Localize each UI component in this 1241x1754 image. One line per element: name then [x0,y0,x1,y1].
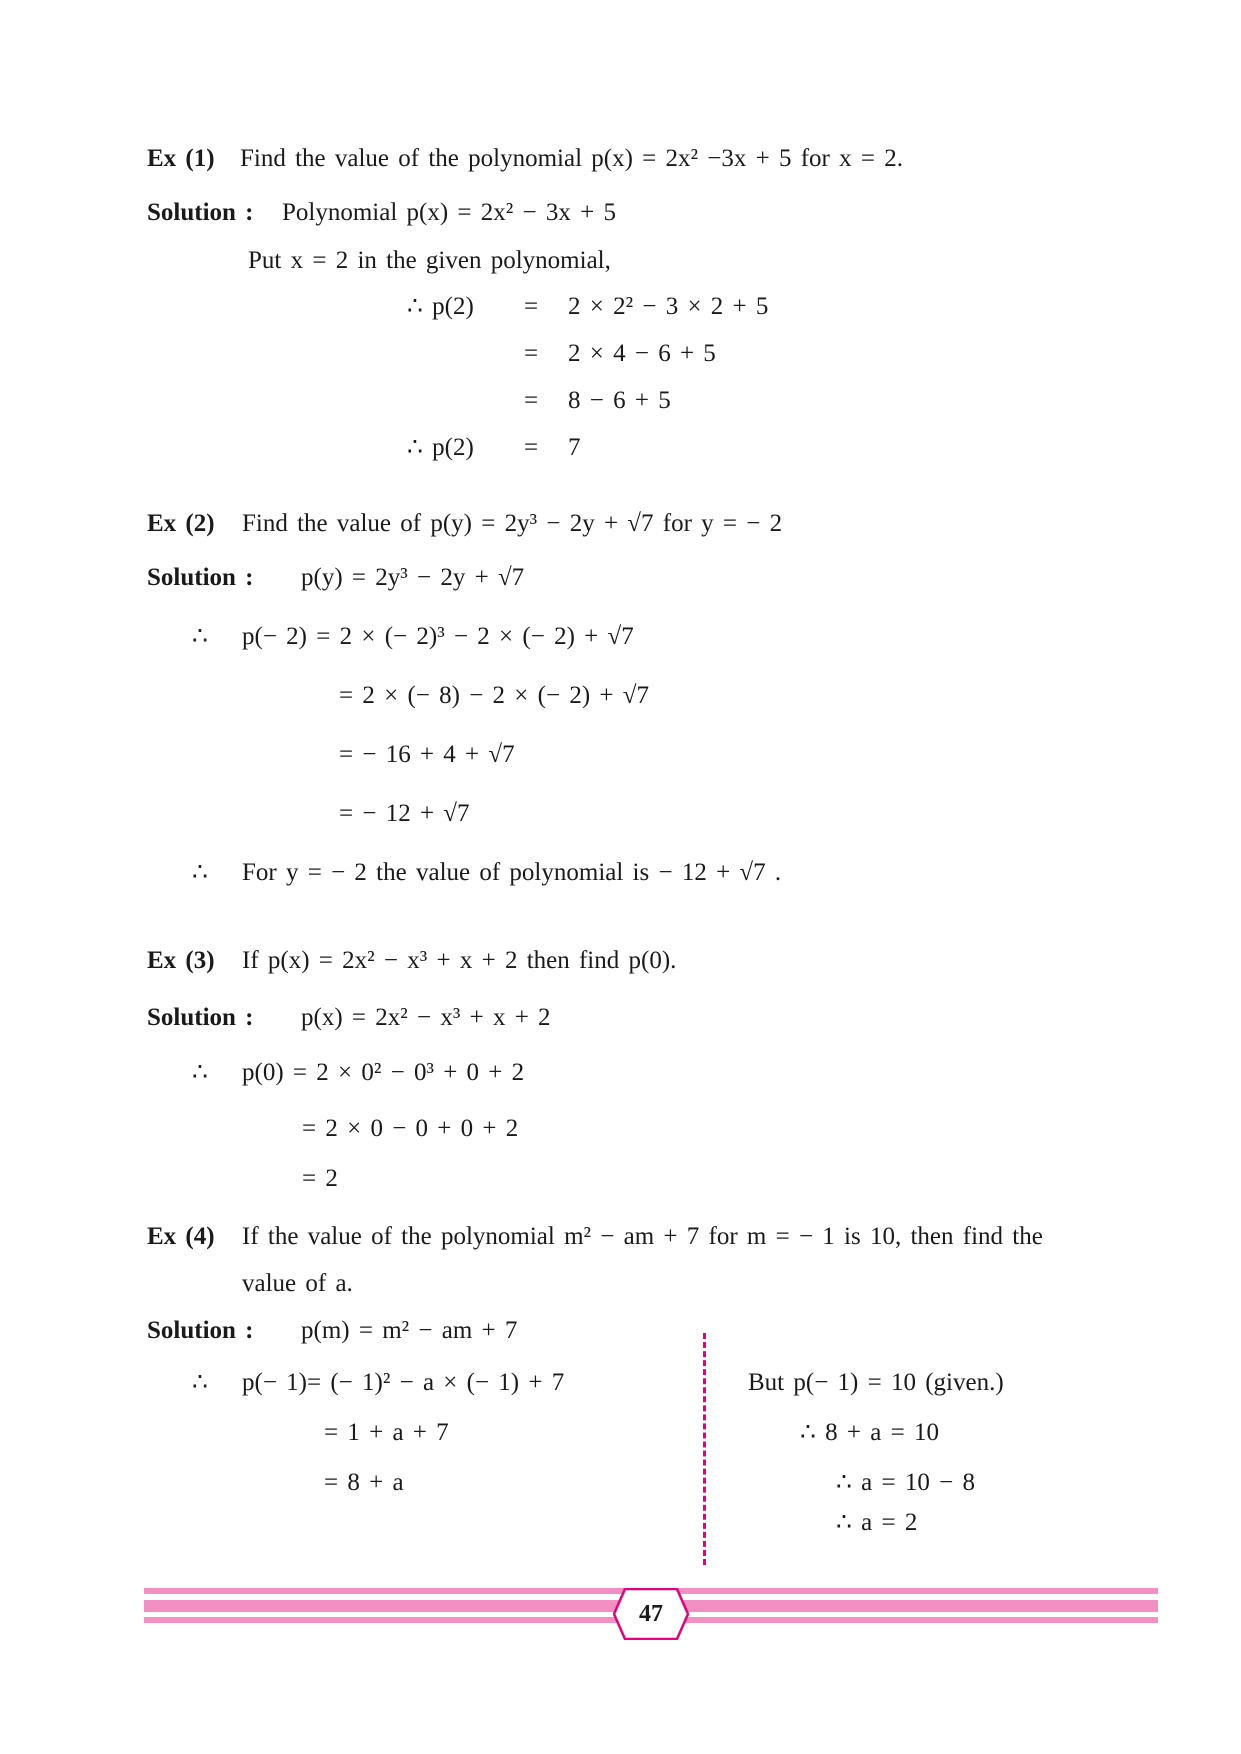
ex2-conclusion: For y = − 2 the value of polynomial is − 12 + √7 . [242,859,782,886]
ex4-solution-label: Solution : [147,1317,254,1344]
ex1-solution-label: Solution : [147,199,254,226]
ex1-step1-lhs: ∴ p(2) [407,293,474,320]
ex1-step2-rhs: 2 × 4 − 6 + 5 [568,340,716,367]
ex2-solution-first: p(y) = 2y³ − 2y + √7 [301,564,525,591]
ex4-right-step3: ∴ a = 10 − 8 [836,1469,975,1496]
ex4-right-step2: ∴ 8 + a = 10 [800,1419,939,1446]
ex3-solution-label: Solution : [147,1004,254,1031]
ex2-step4: = − 12 + √7 [339,800,470,827]
ex4-left-step3: = 8 + a [324,1469,404,1496]
ex2-question: Find the value of p(y) = 2y³ − 2y + √7 for y = − 2 [242,510,783,537]
ex1-title: Ex (1) [147,145,215,172]
ex1-step3-rhs: 8 − 6 + 5 [568,387,671,414]
ex2-solution-label: Solution : [147,564,254,591]
ex1-step4-rhs: 7 [568,434,581,461]
ex3-solution-first: p(x) = 2x² − x³ + x + 2 [301,1004,551,1031]
ex2-step3: = − 16 + 4 + √7 [339,741,515,768]
ex2-step2: = 2 × (− 8) − 2 × (− 2) + √7 [339,682,649,709]
ex2-conclusion-therefore: ∴ [192,859,208,886]
ex2-title: Ex (2) [147,510,215,537]
ex3-step1: p(0) = 2 × 0² − 0³ + 0 + 2 [242,1059,525,1086]
ex1-question: Find the value of the polynomial p(x) = 2x² −3x + 5 for x = 2. [240,145,903,172]
ex1-step1-rhs: 2 × 2² − 3 × 2 + 5 [568,293,769,320]
ex3-step3: = 2 [302,1165,338,1192]
ex1-put-line: Put x = 2 in the given polynomial, [248,247,611,274]
ex1-step4-eq: = [524,434,539,461]
ex1-step4-lhs: ∴ p(2) [407,434,474,461]
ex4-left-step1: p(− 1)= (− 1)² − a × (− 1) + 7 [242,1369,565,1396]
ex4-right-step4: ∴ a = 2 [836,1509,918,1536]
ex4-left-step2: = 1 + a + 7 [324,1419,449,1446]
ex4-solution-first: p(m) = m² − am + 7 [301,1317,518,1344]
ex4-therefore: ∴ [192,1369,208,1396]
ex2-therefore: ∴ [192,623,208,650]
ex2-step1: p(− 2) = 2 × (− 2)³ − 2 × (− 2) + √7 [242,623,634,650]
ex3-question: If p(x) = 2x² − x³ + x + 2 then find p(0). [242,947,677,974]
ex1-step1-eq: = [524,293,539,320]
ex1-step2-eq: = [524,340,539,367]
ex1-step3-eq: = [524,387,539,414]
ex4-title: Ex (4) [147,1223,215,1250]
column-divider [703,1333,706,1565]
page-footer [144,1588,1158,1626]
page-number: 47 [639,1601,663,1627]
ex4-right-step1: But p(− 1) = 10 (given.) [748,1369,1004,1396]
ex3-step2: = 2 × 0 − 0 + 0 + 2 [302,1115,519,1142]
ex4-question-line2: value of a. [242,1270,353,1297]
ex4-question-line1: If the value of the polynomial m² − am + 7 for m = − 1 is 10, then find the [242,1223,1043,1250]
ex3-therefore: ∴ [192,1059,208,1086]
ex3-title: Ex (3) [147,947,215,974]
ex1-solution-first: Polynomial p(x) = 2x² − 3x + 5 [282,199,616,226]
